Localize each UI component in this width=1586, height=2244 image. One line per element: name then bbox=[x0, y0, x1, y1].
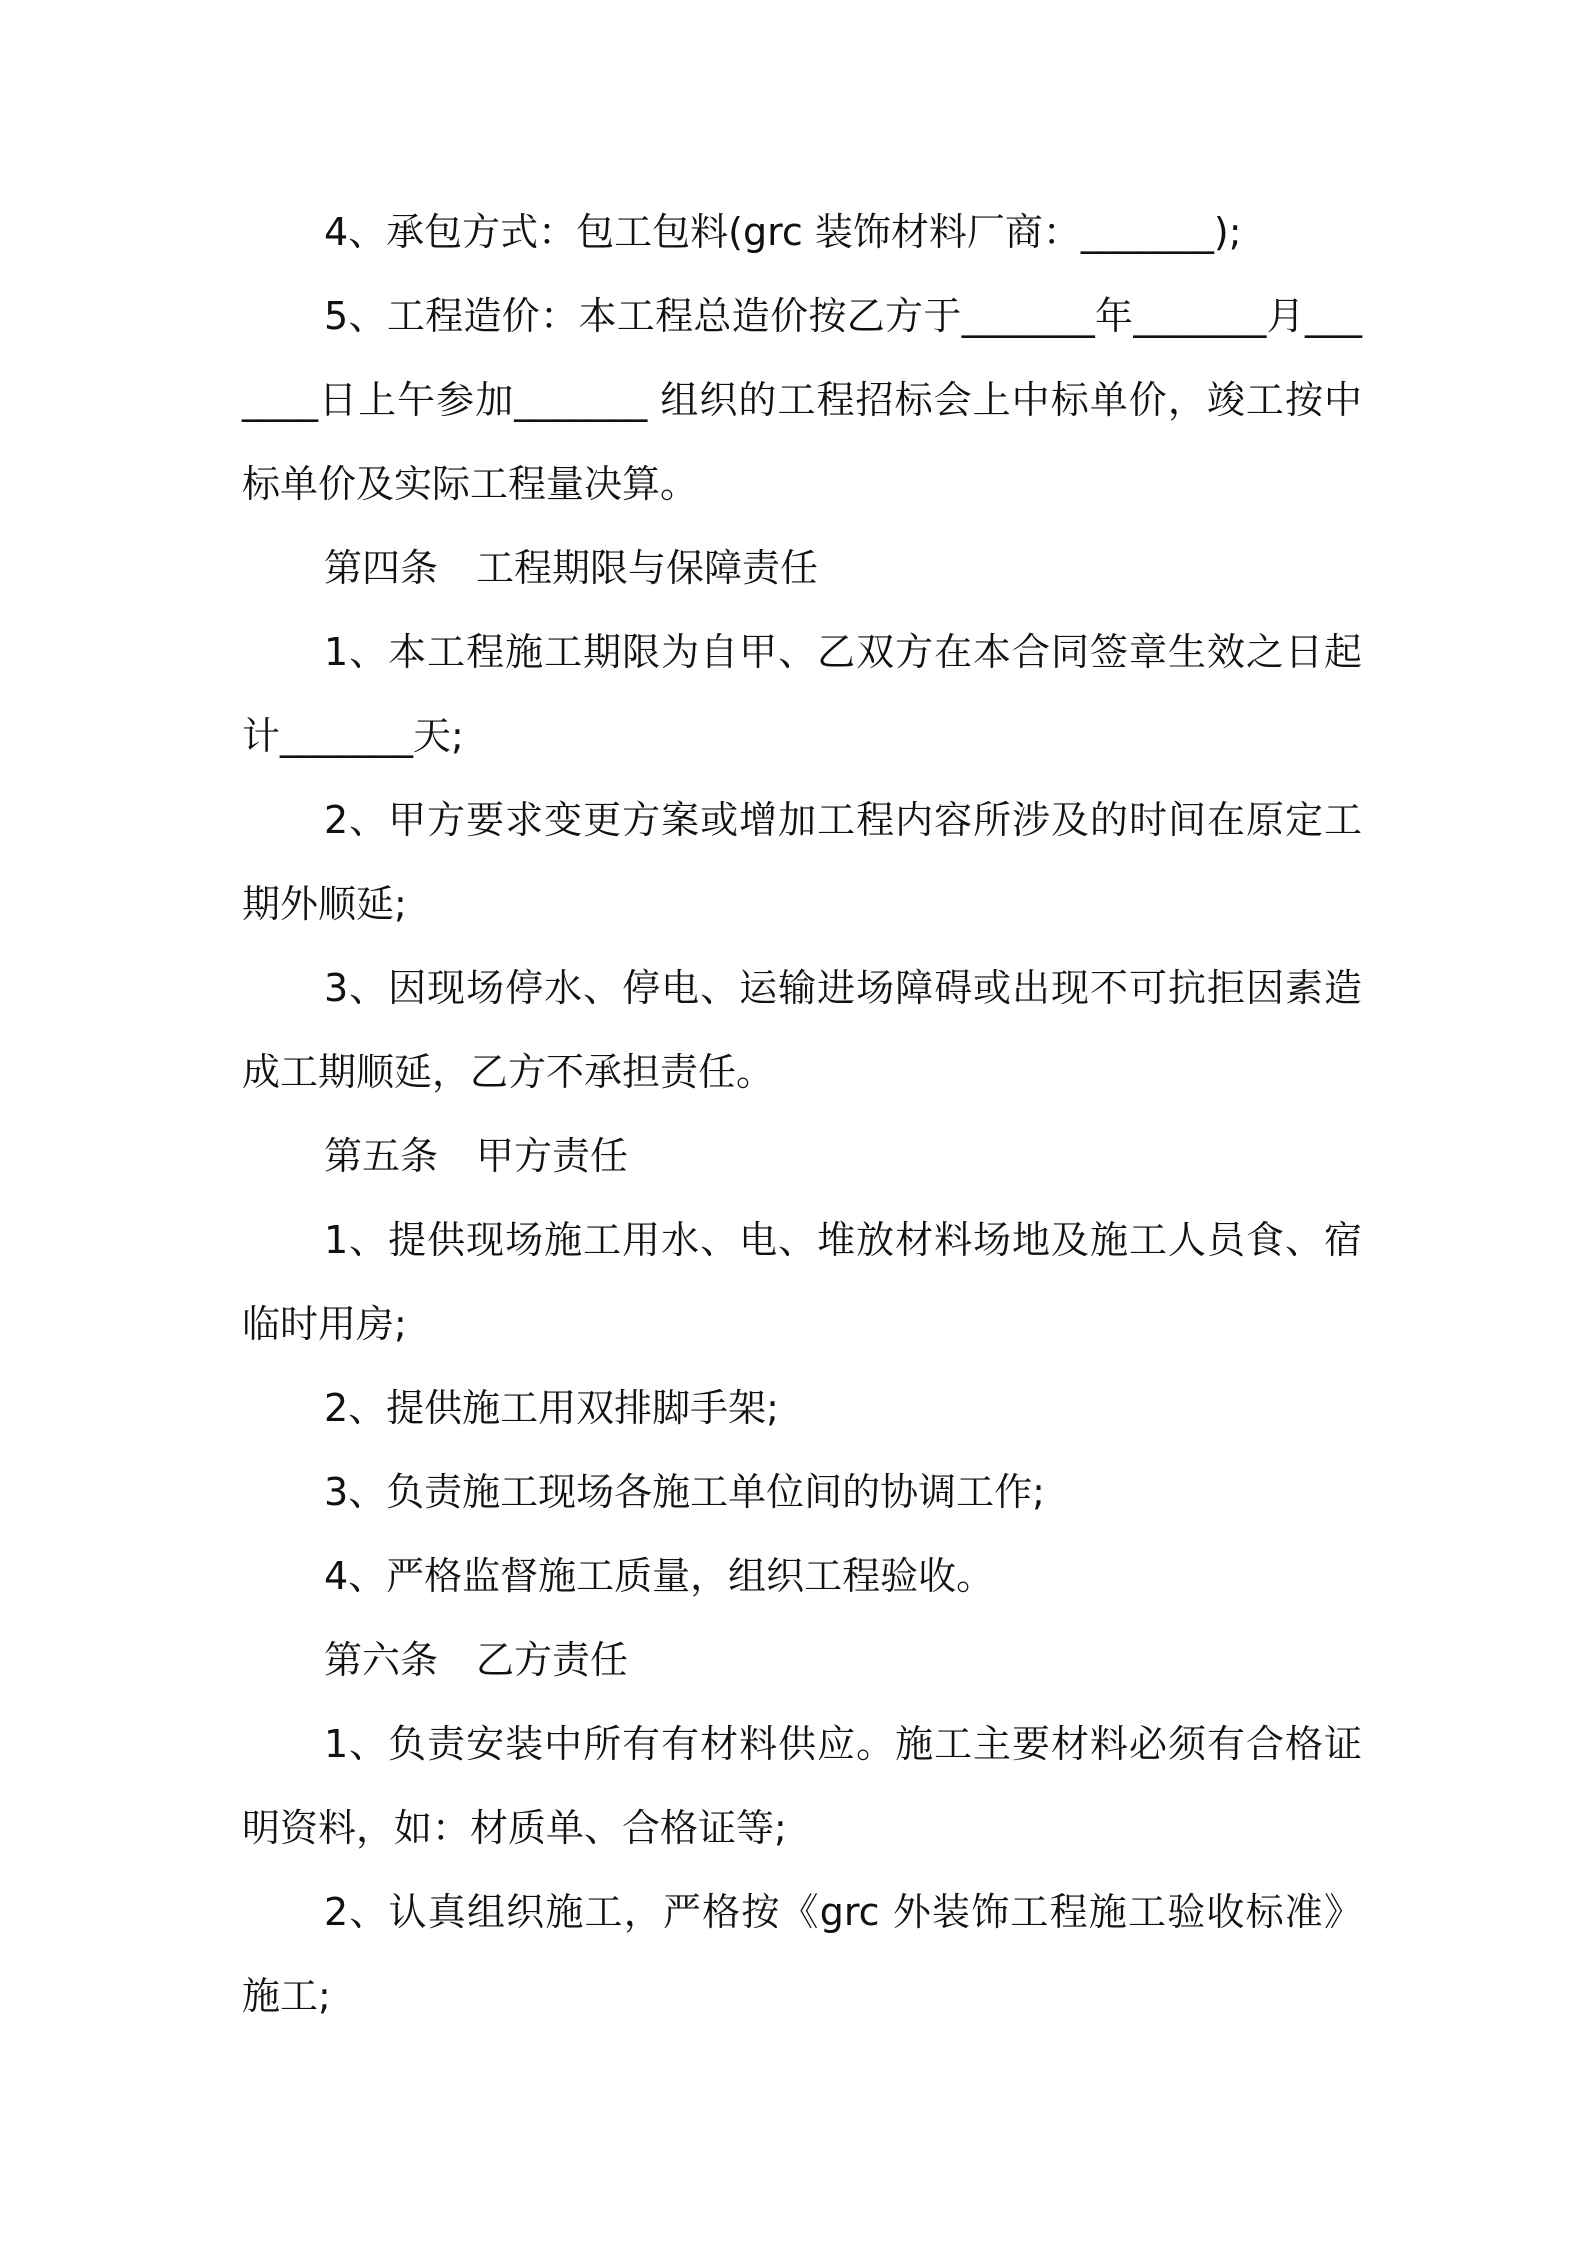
heading-article-6: 第六条 乙方责任 bbox=[324, 1638, 629, 1682]
paragraph-project-cost: 5、工程造价：本工程总造价按乙方于_______年_______月_______日上午参加_______ 组织的工程招标会上中标单价，竣工按中标单价及实际工程量决算。 bbox=[242, 294, 1362, 506]
paragraph-art6-item1: 1、负责安装中所有有材料供应。施工主要材料必须有合格证明资料，如：材质单、合格证等; bbox=[242, 1722, 1362, 1850]
paragraph-art6-item2: 2、认真组织施工，严格按《grc 外装饰工程施工验收标准》施工; bbox=[242, 1890, 1362, 2018]
paragraph-contract-method: 4、承包方式：包工包料(grc 装饰材料厂商：_______); bbox=[324, 210, 1242, 254]
paragraph-art4-item2: 2、甲方要求变更方案或增加工程内容所涉及的时间在原定工期外顺延; bbox=[242, 798, 1362, 926]
paragraph-art4-item1: 1、本工程施工期限为自甲、乙双方在本合同签章生效之日起计_______天; bbox=[242, 630, 1362, 758]
paragraph-art5-item2: 2、提供施工用双排脚手架; bbox=[324, 1386, 779, 1430]
paragraph-art5-item1: 1、提供现场施工用水、电、堆放材料场地及施工人员食、宿临时用房; bbox=[242, 1218, 1362, 1346]
heading-article-4: 第四条 工程期限与保障责任 bbox=[324, 546, 819, 590]
heading-article-5: 第五条 甲方责任 bbox=[324, 1134, 629, 1178]
paragraph-art5-item4: 4、严格监督施工质量，组织工程验收。 bbox=[324, 1554, 995, 1598]
paragraph-art4-item3: 3、因现场停水、停电、运输进场障碍或出现不可抗拒因素造成工期顺延，乙方不承担责任。 bbox=[242, 966, 1362, 1094]
paragraph-art5-item3: 3、负责施工现场各施工单位间的协调工作; bbox=[324, 1470, 1045, 1514]
